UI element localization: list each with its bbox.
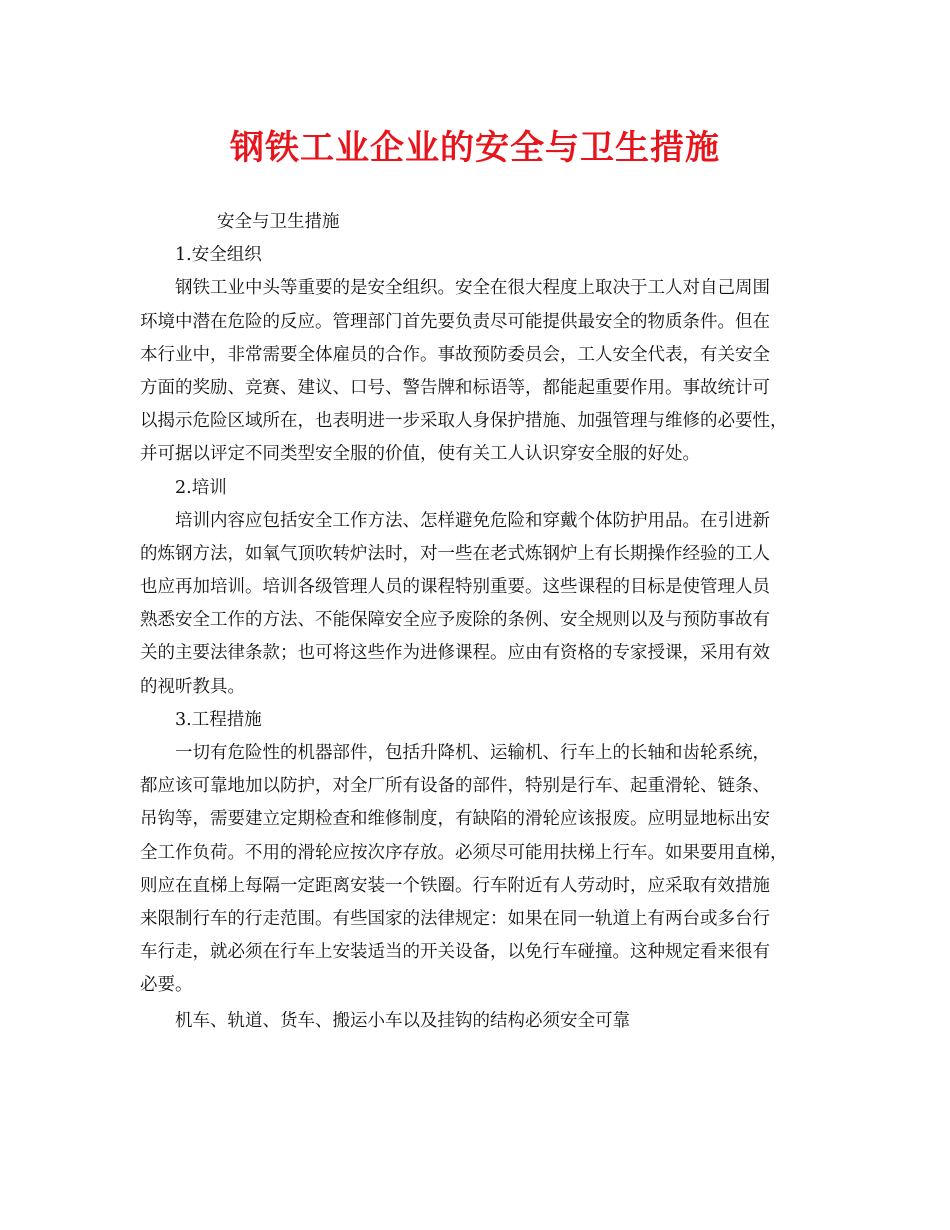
text-line: 机车、轨道、货车、搬运小车以及挂钩的结构必须安全可靠 [175,1010,630,1031]
text-line: 1.安全组织 [175,245,262,266]
text-line: 的视听教具。 [140,676,245,697]
text-line: 则应在直梯上每隔一定距离安装一个铁圈。行车附近有人劳动时，应采取有效措施 [140,875,770,896]
text-line: 车行走，就必须在行车上安装适当的开关设备，以免行车碰撞。这种规定看来很有 [140,942,770,963]
text-line: 方面的奖励、竞赛、建议、口号、警告牌和标语等，都能起重要作用。事故统计可 [140,377,770,398]
text-line: 并可据以评定不同类型安全服的价值，使有关工人认识穿安全服的好处。 [140,444,700,465]
text-line: 钢铁工业中头等重要的是安全组织。安全在很大程度上取决于工人对自己周围 [175,278,770,299]
text-line: 必要。 [140,975,193,996]
text-line: 都应该可靠地加以防护，对全厂所有设备的部件，特别是行车、起重滑轮、链条、 [140,776,770,797]
text-line: 环境中潜在危险的反应。管理部门首先要负责尽可能提供最安全的物质条件。但在 [140,311,770,332]
text-line: 熟悉安全工作的方法、不能保障安全应予废除的条例、安全规则以及与预防事故有 [140,610,770,631]
text-line: 3.工程措施 [175,709,262,730]
text-line: 培训内容应包括安全工作方法、怎样避免危险和穿戴个体防护用品。在引进新 [175,510,770,531]
text-line: 吊钩等，需要建立定期检查和维修制度，有缺陷的滑轮应该报废。应明显地标出安 [140,809,770,830]
text-line: 2.培训 [175,477,227,498]
text-line: 一切有危险性的机器部件，包括升降机、运输机、行车上的长轴和齿轮系统， [175,743,770,763]
text-line: 安全与卫生措施 [217,212,340,232]
document-body [140,206,820,1038]
document-title: 钢铁工业企业的安全与卫生措施 [230,128,720,168]
text-line: 本行业中，非常需要全体雇员的合作。事故预防委员会，工人安全代表，有关安全 [140,344,770,365]
text-line: 关的主要法律条款；也可将这些作为进修课程。应由有资格的专家授课，采用有效 [140,643,770,664]
text-line: 以揭示危险区域所在，也表明进一步采取人身保护措施、加强管理与维修的必要性， [140,411,788,432]
text-line: 也应再加培训。培训各级管理人员的课程特别重要。这些课程的目标是使管理人员 [140,577,770,598]
text-line: 的炼钢方法，如氧气顶吹转炉法时，对一些在老式炼钢炉上有长期操作经验的工人 [140,543,770,564]
text-line: 全工作负荷。不用的滑轮应按次序存放。必须尽可能用扶梯上行车。如果要用直梯， [140,842,788,863]
text-line: 来限制行车的行走范围。有些国家的法律规定：如果在同一轨道上有两台或多台行 [140,908,770,929]
